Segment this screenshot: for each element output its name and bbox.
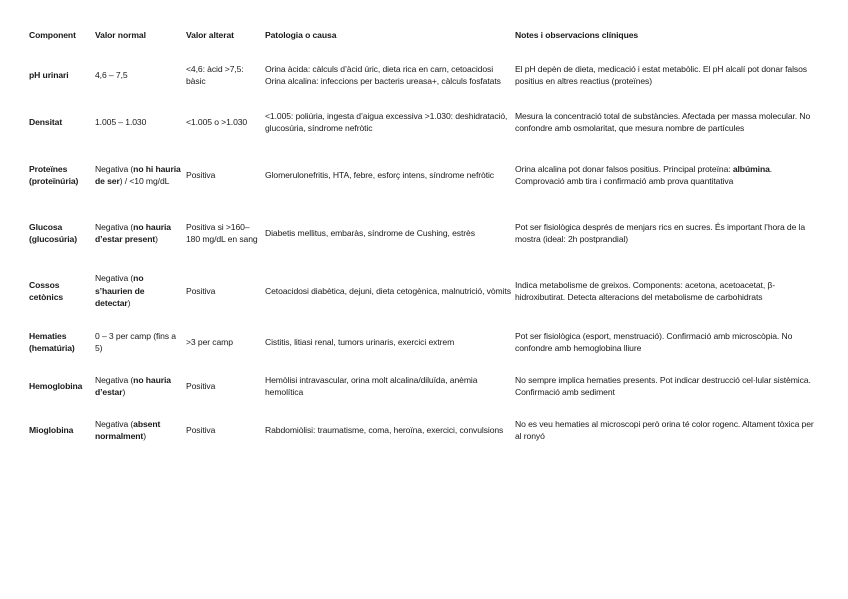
- normal-bold-text: absent normalment: [95, 418, 161, 441]
- cell-component: Proteïnes (proteïnúria): [29, 163, 79, 186]
- cell-notes: [513, 52, 822, 98]
- normal-text-end: ): [122, 387, 126, 397]
- cell-pathology: Cistitis, litiasi renal, tumors urinaris, exercici extrem: [265, 336, 455, 347]
- normal-text-end: ): [155, 234, 158, 244]
- cell-altered-value: <4,6: àcid >7,5: bàsic: [186, 63, 244, 86]
- header-component: Component: [29, 29, 76, 40]
- cell-altered-value: Positiva si >160–180 mg/dL en sang: [186, 221, 258, 244]
- header-altered-value: Valor alterat: [186, 29, 234, 40]
- cell-notes: [513, 98, 822, 146]
- cell-notes: [513, 146, 822, 204]
- cell-altered-value: Positiva: [186, 169, 216, 180]
- cell-altered-value: >3 per camp: [186, 336, 233, 347]
- cell-normal-value: [93, 98, 184, 146]
- table-row: [27, 98, 822, 146]
- cell-normal-value: [93, 52, 184, 98]
- normal-text: 0 – 3 per camp (fins a 5): [95, 330, 176, 353]
- table-row: [27, 364, 822, 408]
- notes-text: Mesura la concentració total de substàncies. Afectada per massa molecular. No confondre amb osmolaritat, que mesura nombre de partícules: [515, 110, 811, 133]
- cell-component: Hemoglobina: [29, 380, 83, 391]
- normal-text-end: ): [143, 431, 146, 441]
- table-row: [27, 262, 822, 320]
- notes-text: El pH depèn de dieta, medicació i estat metabòlic. El pH alcalí pot donar falsos positius en altres reactius (proteïnes): [515, 63, 807, 86]
- cell-normal-value: [93, 204, 184, 262]
- normal-text-end: ) / <10 mg/dL: [119, 176, 170, 186]
- header-notes: Notes i observacions clíniques: [515, 29, 639, 40]
- cell-pathology: Orina àcida: càlculs d’àcid úric, dieta rica en carn, cetoacidosi Orina alcalina: infeccions per bacteris ureasa+, càlculs fosfatats: [265, 63, 501, 86]
- notes-text: Orina alcalina pot donar falsos positius. Principal proteïna:: [515, 163, 733, 174]
- header-normal-value: Valor normal: [95, 29, 146, 40]
- normal-text: 1.005 – 1.030: [95, 116, 147, 127]
- normal-bold-text: no hauria d’estar present: [95, 221, 171, 244]
- cell-notes: [513, 408, 822, 452]
- cell-normal-value: [93, 262, 184, 320]
- normal-text: 4,6 – 7,5: [95, 69, 128, 80]
- normal-text: Negativa (: [95, 273, 134, 284]
- cell-notes: [513, 364, 822, 408]
- cell-pathology: Rabdomiòlisi: traumatisme, coma, heroïna, exercici, convulsions: [265, 424, 504, 435]
- cell-component: Cossos cetònics: [29, 279, 64, 302]
- cell-component: pH urinari: [29, 69, 69, 80]
- cell-normal-value: [93, 146, 184, 204]
- normal-bold-text: no hauria d’estar: [95, 374, 171, 397]
- cell-pathology: Cetoacidosi diabètica, dejuni, dieta cetogènica, malnutrició, vòmits: [265, 285, 511, 296]
- normal-text: Negativa (: [95, 163, 134, 174]
- cell-normal-value: [93, 320, 184, 364]
- cell-pathology: Glomerulonefritis, HTA, febre, esforç intens, síndrome nefròtic: [265, 169, 495, 180]
- notes-text: Indica metabolisme de greixos. Components: acetona, acetoacetat, β-hidroxibutirat. Detecta alteracions del metabolisme de carbohidrats: [515, 279, 776, 302]
- notes-text: No es veu hematies al microscopi però orina té color rogenc. Altament tòxica per al ronyó: [515, 418, 814, 441]
- normal-bold-text: no hi hauria de ser: [95, 163, 181, 186]
- table-header-row: [27, 26, 822, 52]
- notes-text: No sempre implica hematies presents. Pot indicar destrucció cel·lular sistèmica. Confirmació amb sediment: [515, 374, 811, 397]
- notes-text: Pot ser fisiològica després de menjars rics en sucres. És important l’hora de la mostra (ideal: 2h postprandial): [515, 221, 806, 244]
- cell-altered-value: <1.005 o >1.030: [186, 116, 248, 127]
- normal-bold-text: no s’haurien de detectar: [95, 273, 145, 309]
- cell-pathology: Hemòlisi intravascular, orina molt alcalina/diluïda, anèmia hemolítica: [265, 374, 478, 397]
- notes-bold-text: albúmina: [732, 163, 770, 174]
- cell-pathology: <1.005: poliúria, ingesta d’aigua excessiva >1.030: deshidratació, glucosúria, síndrome nefròtic: [265, 110, 508, 133]
- cell-notes: [513, 320, 822, 364]
- table-row: [27, 320, 822, 364]
- normal-text: Negativa (: [95, 221, 134, 232]
- cell-component: Densitat: [29, 116, 63, 127]
- cell-altered-value: Positiva: [186, 285, 216, 296]
- cell-component: Hematies (hematúria): [29, 330, 75, 353]
- table-row: [27, 146, 822, 204]
- notes-text: Pot ser fisiològica (esport, menstruació). Confirmació amb microscòpia. No confondre amb hemoglobina lliure: [515, 330, 793, 353]
- cell-notes: [513, 262, 822, 320]
- cell-normal-value: [93, 408, 184, 452]
- cell-component: Mioglobina: [29, 424, 74, 435]
- normal-text-end: ): [127, 298, 131, 309]
- cell-pathology: Diabetis mellitus, embaràs, síndrome de Cushing, estrès: [265, 227, 475, 238]
- cell-component: Glucosa (glucosúria): [29, 221, 77, 244]
- cell-normal-value: [93, 364, 184, 408]
- table-row: [27, 204, 822, 262]
- cell-altered-value: Positiva: [186, 424, 216, 435]
- normal-text: Negativa (: [95, 418, 134, 429]
- header-pathology: Patologia o causa: [265, 29, 337, 40]
- cell-notes: [513, 204, 822, 262]
- table-row: [27, 408, 822, 452]
- table-row: [27, 52, 822, 98]
- cell-altered-value: Positiva: [186, 380, 216, 391]
- urine-analysis-table: [27, 26, 822, 452]
- notes-text-end: . Comprovació amb tira i confirmació amb prova quantitativa: [515, 163, 773, 186]
- normal-text: Negativa (: [95, 374, 134, 385]
